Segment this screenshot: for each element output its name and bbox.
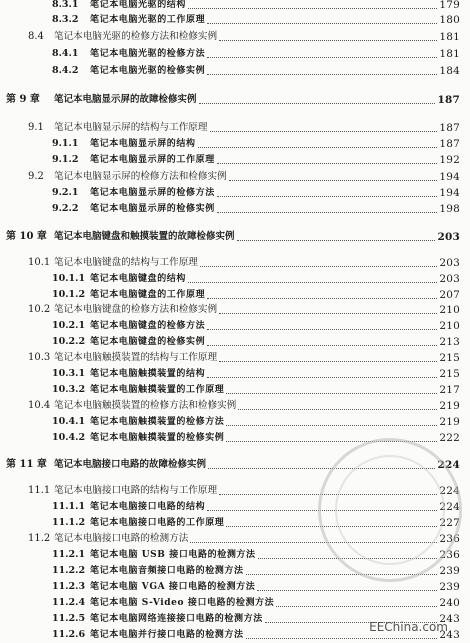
toc-entry-title: 笔记本电脑接口电路的工作原理 — [90, 518, 225, 528]
toc-page-number: 215 — [439, 368, 460, 380]
toc-section-row[interactable] — [0, 255, 470, 271]
dot-leader — [258, 557, 438, 559]
toc-page-number: 215 — [439, 352, 460, 364]
toc-page-number: 187 — [439, 122, 460, 134]
dot-leader — [237, 239, 436, 241]
toc-page-number: 194 — [439, 171, 460, 183]
toc-page-number: 179 — [439, 0, 460, 11]
dot-leader — [217, 211, 438, 213]
dot-leader — [200, 265, 437, 267]
toc-page-number: 222 — [439, 432, 460, 444]
toc-entry-number: 第 9 章 — [6, 94, 40, 105]
toc-entry-title: 笔记本电脑键盘和触摸装置的故障检修实例 — [54, 231, 235, 242]
toc-entry-number: 11.1.1 — [52, 501, 86, 512]
toc-entry-title: 笔记本电脑 USB 接口电路的检测方法 — [90, 550, 256, 560]
toc-chapter-row[interactable] — [0, 457, 470, 473]
toc-subsection-row[interactable] — [0, 201, 470, 217]
toc-page-number: 207 — [439, 289, 460, 301]
site-watermark: EEChina.com — [369, 620, 448, 634]
toc-page-number: 243 — [439, 613, 460, 625]
dot-leader — [246, 573, 438, 575]
toc-entry-number: 第 10 章 — [6, 231, 47, 242]
toc-page-number: 224 — [437, 459, 460, 471]
toc-chapter-row[interactable] — [0, 92, 470, 108]
toc-entry-title: 笔记本电脑触摸装置的结构 — [90, 369, 206, 379]
toc-entry-title: 笔记本电脑光驱的检修方法 — [90, 49, 206, 59]
toc-entry-number: 10.4.1 — [52, 416, 86, 427]
toc-page-number: 184 — [439, 65, 460, 77]
toc-subsection-row[interactable] — [0, 136, 470, 152]
dot-leader — [207, 509, 437, 511]
toc-entry-number: 10.4 — [28, 400, 51, 411]
dot-leader — [208, 467, 435, 469]
toc-section-row[interactable] — [0, 302, 470, 318]
toc-entry-title: 笔记本电脑显示屏的结构 — [90, 139, 196, 149]
toc-page-number: 224 — [439, 501, 460, 513]
dot-leader — [207, 376, 437, 378]
toc-entry-title: 笔记本电脑光驱的检修方法和检修实例 — [54, 31, 218, 42]
toc-subsection-row[interactable] — [0, 366, 470, 382]
toc-section-row[interactable] — [0, 483, 470, 499]
dot-leader — [226, 525, 437, 527]
toc-entry-title: 笔记本电脑键盘的结构与工作原理 — [54, 257, 198, 268]
dot-leader — [219, 39, 437, 41]
dot-leader — [229, 179, 438, 181]
toc-subsection-row[interactable] — [0, 12, 470, 28]
toc-subsection-row[interactable] — [0, 595, 470, 611]
toc-page-number: 219 — [439, 416, 460, 428]
toc-page-number: 187 — [437, 94, 460, 106]
toc-entry-number: 8.3.2 — [52, 14, 79, 25]
toc-page-number: 192 — [439, 154, 460, 166]
toc-page-number: 210 — [439, 320, 460, 332]
toc-entry-number: 9.1.2 — [52, 154, 79, 165]
toc-page-number: 181 — [439, 31, 460, 43]
dot-leader — [257, 589, 437, 591]
toc-page-number: 239 — [439, 565, 460, 577]
toc-entry-title: 笔记本电脑 S-Video 接口电路的检测方法 — [90, 598, 275, 608]
dot-leader — [199, 102, 436, 104]
toc-entry-number: 10.2.1 — [52, 320, 86, 331]
toc-entry-number: 11.2.2 — [52, 565, 86, 576]
toc-entry-number: 10.1.2 — [52, 289, 86, 300]
toc-entry-number: 10.1.1 — [52, 273, 86, 284]
dot-leader — [207, 73, 437, 75]
dot-leader — [246, 637, 438, 639]
toc-page-number: 224 — [439, 485, 460, 497]
toc-entry-number: 11.1 — [28, 485, 51, 496]
toc-entry-title: 笔记本电脑光驱的检修实例 — [90, 66, 206, 76]
toc-entry-title: 笔记本电脑光驱的结构 — [90, 0, 187, 10]
toc-page-number: 203 — [439, 257, 460, 269]
toc-subsection-row[interactable] — [0, 63, 470, 79]
toc-entry-title: 笔记本电脑接口电路的结构 — [90, 502, 206, 512]
toc-subsection-row[interactable] — [0, 430, 470, 446]
toc-entry-title: 笔记本电脑接口电路的故障检修实例 — [54, 459, 207, 470]
dot-leader — [226, 440, 437, 442]
toc-subsection-row[interactable] — [0, 414, 470, 430]
toc-entry-title: 笔记本电脑键盘的结构 — [90, 274, 187, 284]
toc-section-row[interactable] — [0, 350, 470, 366]
dot-leader — [226, 424, 437, 426]
toc-page-number: 194 — [439, 187, 460, 199]
toc-page-number: 187 — [439, 138, 460, 150]
toc-subsection-row[interactable] — [0, 334, 470, 350]
toc-entry-title: 笔记本电脑键盘的工作原理 — [90, 290, 206, 300]
toc-entry-number: 10.4.2 — [52, 432, 86, 443]
toc-entry-title: 笔记本电脑触摸装置的结构与工作原理 — [54, 352, 218, 363]
dot-leader — [219, 360, 437, 362]
toc-entry-number: 11.2.1 — [52, 549, 86, 560]
dot-leader — [217, 162, 438, 164]
toc-page-number: 236 — [439, 549, 460, 561]
toc-subsection-row[interactable] — [0, 499, 470, 515]
toc-page-number: 239 — [439, 581, 460, 593]
dot-leader — [219, 493, 437, 495]
toc-entry-title: 笔记本电脑 VGA 接口电路的检测方法 — [90, 582, 256, 592]
toc-subsection-row[interactable] — [0, 287, 470, 303]
toc-entry-title: 笔记本电脑触摸装置的工作原理 — [90, 385, 225, 395]
toc-entry-number: 9.1.1 — [52, 138, 79, 149]
dot-leader — [276, 605, 437, 607]
toc-chapter-row[interactable] — [0, 229, 470, 245]
toc-entry-title: 笔记本电脑触摸装置的检修方法和检修实例 — [54, 400, 237, 411]
toc-entry-number: 10.1 — [28, 257, 51, 268]
toc-page-number: 210 — [439, 304, 460, 316]
toc-section-row[interactable] — [0, 531, 470, 547]
toc-page-number: 240 — [439, 597, 460, 609]
toc-page-number: 181 — [439, 48, 460, 60]
toc-subsection-row[interactable] — [0, 547, 470, 563]
toc-section-row[interactable] — [0, 120, 470, 136]
toc-entry-number: 11.2.4 — [52, 597, 86, 608]
dot-leader — [219, 312, 437, 314]
toc-entry-title: 笔记本电脑并行接口电路的检测方法 — [90, 630, 244, 640]
dot-leader — [198, 146, 438, 148]
dot-leader — [188, 281, 437, 283]
toc-page-number: 213 — [439, 336, 460, 348]
toc-entry-number: 8.3.1 — [52, 0, 79, 10]
toc-entry-number: 11.2.5 — [52, 613, 86, 624]
toc-page-number: 217 — [439, 384, 460, 396]
toc-entry-title: 笔记本电脑键盘的检修实例 — [90, 337, 206, 347]
toc-entry-number: 10.3.1 — [52, 368, 86, 379]
toc-entry-number: 9.2.1 — [52, 187, 79, 198]
toc-page-number: 243 — [439, 629, 460, 641]
toc-section-row[interactable] — [0, 398, 470, 414]
dot-leader — [188, 7, 437, 9]
toc-entry-title: 笔记本电脑接口电路的结构与工作原理 — [54, 485, 218, 496]
toc-entry-title: 笔记本电脑光驱的工作原理 — [90, 15, 206, 25]
toc-entry-number: 10.2 — [28, 304, 51, 315]
toc-entry-number: 9.1 — [28, 122, 44, 133]
toc-subsection-row[interactable] — [0, 382, 470, 398]
toc-page-number: 198 — [439, 203, 460, 215]
toc-entry-title: 笔记本电脑显示屏的工作原理 — [90, 155, 215, 165]
dot-leader — [238, 408, 437, 410]
toc-subsection-row[interactable] — [0, 318, 470, 334]
toc-entry-title: 笔记本电脑音频接口电路的检测方法 — [90, 566, 244, 576]
toc-entry-number: 10.2.2 — [52, 336, 86, 347]
dot-leader — [207, 344, 437, 346]
toc-entry-number: 8.4 — [28, 31, 44, 42]
toc-entry-title: 笔记本电脑键盘的检修方法和检修实例 — [54, 304, 218, 315]
toc-section-row[interactable] — [0, 29, 470, 45]
toc-entry-title: 笔记本电脑显示屏的检修实例 — [90, 204, 215, 214]
toc-page-number: 203 — [437, 231, 460, 243]
toc-entry-number: 11.2.6 — [52, 629, 86, 640]
toc-subsection-row[interactable] — [0, 152, 470, 168]
toc-page-number: 227 — [439, 517, 460, 529]
toc-subsection-row[interactable] — [0, 185, 470, 201]
toc-subsection-row[interactable] — [0, 563, 470, 579]
toc-entry-number: 第 11 章 — [6, 459, 47, 470]
toc-entry-title: 笔记本电脑接口电路的检测方法 — [54, 533, 189, 544]
toc-entry-title: 笔记本电脑网络连接接口电路的检测方法 — [90, 614, 263, 624]
dot-leader — [207, 297, 437, 299]
toc-entry-number: 9.2.2 — [52, 203, 79, 214]
toc-entry-title: 笔记本电脑显示屏的检修方法和检修实例 — [54, 171, 227, 182]
toc-entry-number: 11.2.3 — [52, 581, 86, 592]
toc-entry-number: 11.2 — [28, 533, 51, 544]
dot-leader — [207, 328, 437, 330]
toc-entry-title: 笔记本电脑显示屏的故障检修实例 — [54, 94, 197, 105]
toc-entry-number: 11.1.2 — [52, 517, 86, 528]
dot-leader — [226, 392, 437, 394]
dot-leader — [217, 195, 438, 197]
toc-subsection-row[interactable] — [0, 579, 470, 595]
toc-entry-title: 笔记本电脑显示屏的检修方法 — [90, 188, 215, 198]
toc-subsection-row[interactable] — [0, 515, 470, 531]
dot-leader — [190, 541, 437, 543]
toc-entry-number: 10.3 — [28, 352, 51, 363]
toc-entry-title: 笔记本电脑键盘的检修方法 — [90, 321, 206, 331]
toc-entry-number: 8.4.1 — [52, 48, 79, 59]
toc-subsection-row[interactable] — [0, 46, 470, 62]
toc-entry-number: 9.2 — [28, 171, 44, 182]
toc-entry-title: 笔记本电脑触摸装置的检修方法 — [90, 417, 225, 427]
toc-entry-title: 笔记本电脑显示屏的结构与工作原理 — [54, 122, 208, 133]
dot-leader — [210, 130, 438, 132]
toc-page-number: 236 — [439, 533, 460, 545]
toc-page-number: 180 — [439, 14, 460, 26]
toc-entry-number: 8.4.2 — [52, 65, 79, 76]
toc-section-row[interactable] — [0, 169, 470, 185]
toc-page-number: 219 — [439, 400, 460, 412]
toc-page-number: 203 — [439, 273, 460, 285]
toc-subsection-row[interactable] — [0, 271, 470, 287]
dot-leader — [207, 56, 437, 58]
toc-entry-number: 10.3.2 — [52, 384, 86, 395]
dot-leader — [207, 22, 437, 24]
toc-entry-title: 笔记本电脑触摸装置的检修实例 — [90, 433, 225, 443]
